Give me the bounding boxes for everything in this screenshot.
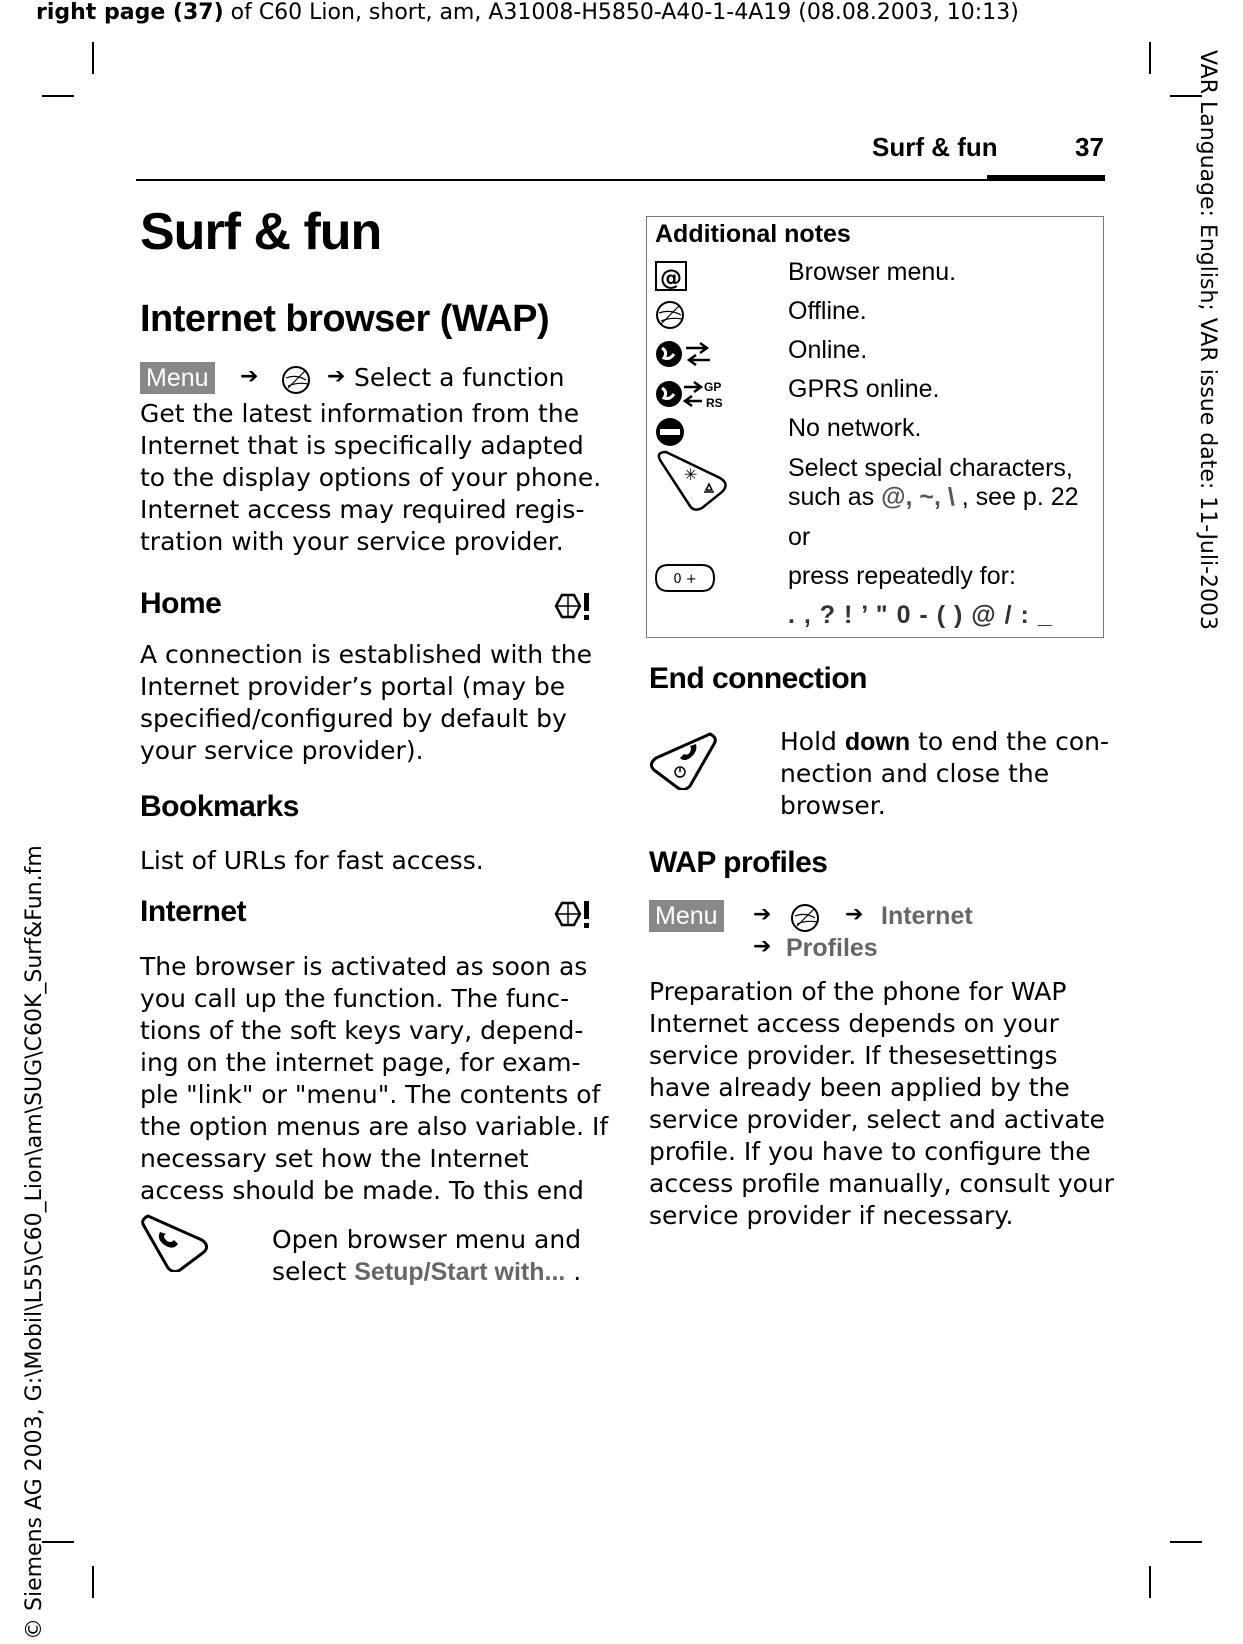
text-line — [272, 1256, 612, 1288]
note-special-2 — [788, 483, 1079, 512]
star-key-icon — [654, 450, 732, 512]
bookmarks-heading: Bookmarks — [140, 790, 299, 823]
nav-profiles: Profiles — [786, 934, 878, 962]
call-key-icon — [140, 1212, 210, 1272]
text-line: service provider if necessary. — [649, 1201, 1014, 1230]
copyright-path: © Siemens AG 2003, G:\Mobil\L55\C60_Lion\am\SUG\C60K_Surf&Fun.fm — [22, 845, 47, 1640]
text-line: Internet access depends on your — [649, 1009, 1059, 1038]
home-heading: Home — [140, 587, 222, 620]
browser-offline-icon — [280, 364, 314, 396]
end-connection-heading: End connection — [649, 662, 867, 695]
text-line: tration with your service provider. — [140, 527, 564, 556]
ui-menu-item: Setup/Start with... — [354, 1258, 566, 1286]
slug-rest: of C60 Lion, short, am, A31008-H5850-A40-1-4A19 (08.08.2003, 10:13) — [223, 0, 1019, 25]
text-line: Internet that is specifically adapted — [140, 431, 584, 460]
arrow-icon: ➔ — [240, 364, 259, 389]
open-browser-text — [272, 1224, 612, 1288]
zero-key-label: 0 + — [673, 572, 697, 587]
note-offline: Offline. — [788, 297, 867, 325]
text-line: A connection is established with the — [140, 640, 593, 669]
text-fragment: , see p. 22 — [954, 483, 1079, 511]
text-line: browser. — [780, 791, 886, 820]
network-dependent-icon — [550, 589, 594, 623]
page-title: Surf & fun — [140, 203, 382, 261]
text-line: Preparation of the phone for WAP — [649, 977, 1067, 1006]
home-text — [140, 639, 610, 767]
crop-mark-tr-v — [1149, 42, 1151, 74]
text-line: your service provider). — [140, 736, 424, 765]
text-line: tions of the soft keys vary, depend- — [140, 1016, 584, 1045]
note-online: Online. — [788, 336, 868, 364]
menu-key: Menu — [140, 362, 215, 394]
page-number: 37 — [1075, 132, 1104, 162]
text-line: access profile manually, consult your — [649, 1169, 1115, 1198]
gprs-online-icon — [654, 377, 728, 411]
text-fragment: . — [565, 1257, 582, 1286]
gprs-icon-top-label: GP — [704, 380, 722, 394]
notes-title: Additional notes — [655, 220, 851, 248]
crop-mark-tl-h — [42, 95, 74, 97]
running-header-title: Surf & fun — [872, 132, 998, 162]
end-key-icon — [648, 730, 718, 790]
crop-mark-tl-v — [92, 42, 94, 74]
text-fragment: to end the con- — [910, 727, 1110, 756]
nav-internet: Internet — [881, 902, 973, 930]
header-rule — [136, 179, 1104, 181]
text-line: Internet access may required regis- — [140, 495, 585, 524]
text-line: ing on the internet page, for exam- — [140, 1048, 581, 1077]
crop-mark-br-h — [1170, 1541, 1202, 1543]
note-no-network: No network. — [788, 414, 922, 442]
text-line: nection and close the — [780, 759, 1050, 788]
text-line — [780, 726, 1120, 758]
nav-path-profiles — [649, 900, 1109, 970]
text-line: service provider, select and activate — [649, 1105, 1105, 1134]
crop-mark-br-v — [1149, 1566, 1151, 1598]
emphasis-down: down — [844, 728, 911, 756]
wap-profiles-heading: WAP profiles — [649, 846, 828, 879]
browser-intro — [140, 398, 610, 558]
text-fragment: such as — [788, 483, 882, 511]
no-network-icon — [654, 416, 688, 448]
print-slug — [36, 0, 1019, 25]
zero-key-icon — [654, 563, 716, 593]
slug-bold: right page (37) — [36, 0, 224, 25]
text-line: necessary set how the Internet — [140, 1144, 529, 1173]
svg-text:@: @ — [660, 266, 682, 291]
nav-path-browser — [140, 362, 600, 398]
text-line: you call up the function. The func- — [140, 984, 570, 1013]
arrow-icon: ➔ — [845, 902, 864, 927]
text-line: access should be made. To this end — [140, 1176, 584, 1205]
text-line: ple "link" or "menu". The contents of — [140, 1080, 601, 1109]
text-line: profile. If you have to configure the — [649, 1137, 1091, 1166]
internet-heading: Internet — [140, 895, 247, 928]
text-line: specified/configured by default by — [140, 704, 567, 733]
arrow-icon: ➔ — [327, 364, 346, 389]
note-gprs: GPRS online. — [788, 375, 940, 403]
end-connection-text — [780, 726, 1120, 822]
note-special-1: Select special characters, — [788, 454, 1073, 482]
header-rule-thick — [987, 175, 1105, 181]
text-line: Open browser menu and — [272, 1225, 582, 1254]
text-line: The browser is activated as soon as — [140, 952, 588, 981]
menu-key: Menu — [649, 900, 724, 932]
text-fragment: Hold — [780, 727, 845, 756]
special-chars: @, ~, \ — [881, 483, 955, 511]
text-line: Internet provider’s portal (may be — [140, 672, 566, 701]
text-line: to the display options of your phone. — [140, 463, 602, 492]
gprs-icon-bottom-label: RS — [706, 396, 723, 410]
text-line: Get the latest information from the — [140, 399, 580, 428]
crop-mark-bl-v — [92, 1566, 94, 1598]
network-dependent-icon — [550, 897, 594, 931]
arrow-icon: ➔ — [753, 934, 772, 959]
note-chars: . , ? ! ’ " 0 - ( ) @ / : _ — [788, 601, 1053, 629]
bookmarks-text: List of URLs for fast access. — [140, 846, 484, 875]
note-press: press repeatedly for: — [788, 562, 1016, 590]
nav-select-label: Select a function — [354, 363, 565, 392]
section-heading-browser: Internet browser (WAP) — [140, 298, 550, 340]
offline-icon — [654, 299, 688, 331]
text-fragment: select — [272, 1257, 355, 1286]
browser-offline-icon — [789, 902, 823, 934]
arrow-icon: ➔ — [753, 902, 772, 927]
text-line: the option menus are also variable. If — [140, 1112, 609, 1141]
browser-menu-icon — [654, 260, 688, 292]
svg-text:✳: ✳ — [684, 465, 698, 484]
text-line: service provider. If thesesettings — [649, 1041, 1058, 1070]
online-icon — [654, 338, 714, 370]
profiles-text — [649, 976, 1119, 1232]
internet-text — [140, 951, 610, 1207]
note-browser-menu: Browser menu. — [788, 258, 957, 286]
var-language-note: VAR Language: English; VAR issue date: 11-Juli-2003 — [1195, 50, 1220, 631]
text-line: have already been applied by the — [649, 1073, 1070, 1102]
note-or: or — [788, 523, 811, 551]
